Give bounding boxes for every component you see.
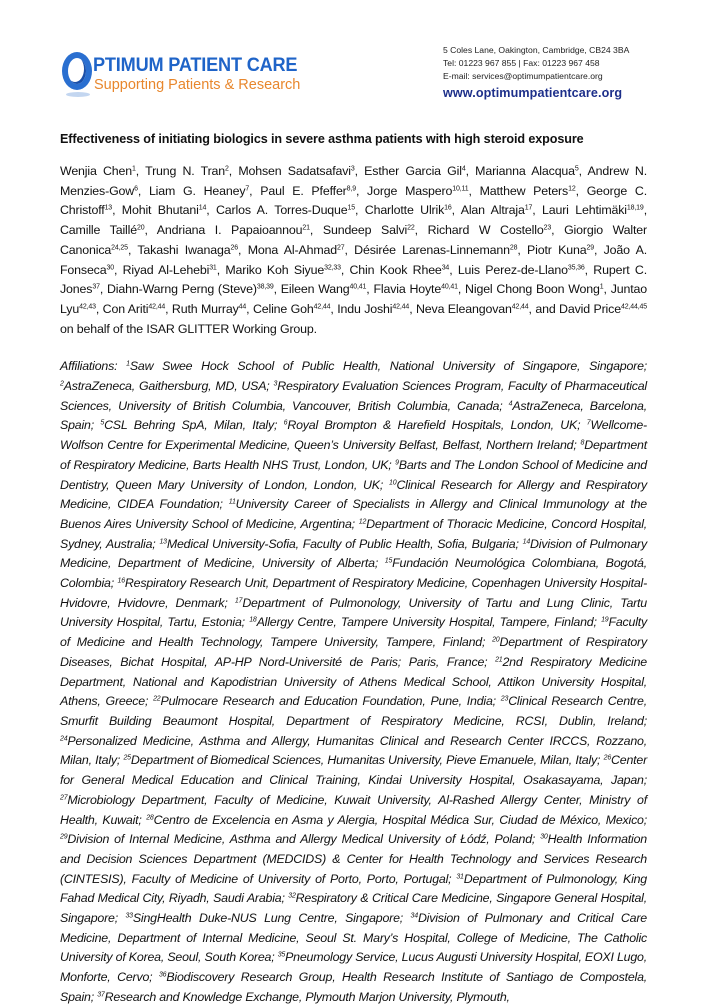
author-name: Mariko Koh Siyue: [225, 262, 325, 277]
author-name: João A. Fonseca: [60, 242, 648, 277]
author-name: George C. Christoff: [60, 183, 648, 218]
author-name: Piotr Kuna: [527, 242, 587, 257]
document-title: Effectiveness of initiating biologics in severe asthma patients with high steroid exposure: [60, 132, 584, 146]
author-affiliation-ref: 29: [586, 244, 594, 252]
affiliation-text: Clinical Research Centre, Smurfit Building Beaumont Hospital, Department of Respiratory Medicine, RCSI, Dublin, Ireland;: [60, 694, 647, 728]
author-name: Esther Garcia Gil: [364, 164, 462, 178]
author-affiliation-ref: 42,44: [313, 303, 331, 311]
author-name: Paul E. Pfeffer: [260, 183, 347, 198]
author-affiliation-ref: 23: [543, 224, 552, 232]
contact-website-link[interactable]: www.optimumpatientcare.org: [443, 85, 623, 100]
author-affiliation-ref: 38,39: [256, 283, 274, 291]
affiliation-item: [100, 418, 277, 432]
author-name: Matthew Peters: [479, 183, 569, 198]
affiliation-text: Department of Thoracic Medicine, Concord Hospital, Sydney, Australia;: [60, 516, 647, 551]
affiliation-item: [60, 379, 270, 393]
author-affiliation-ref: 42,43: [79, 303, 96, 311]
author-affiliation-ref: 24,25: [111, 244, 128, 252]
affiliation-text: Allergy Centre, Tampere University Hospital, Tampere, Finland;: [256, 615, 597, 630]
affiliation-text: Center for General Medical Education and Clinical Training, Kindai University Hospital, Osakasayama, Japan;: [60, 753, 648, 788]
author-name: Diahn-Warng Perng (Steve): [107, 282, 257, 297]
affiliation-number: 18: [249, 616, 257, 624]
author-affiliation-ref: 15: [347, 204, 356, 212]
author-affiliation-ref: 3: [350, 165, 355, 173]
affiliation-number: 11: [228, 498, 236, 506]
author-affiliation-ref: 16: [444, 204, 452, 212]
author-name: Neva Eleangovan: [415, 301, 512, 316]
affiliation-text: 2nd Respiratory Medicine Department, National and Kapodistrian University of Athens Medical School, Attikon University Hospital, Athens, Greece;: [60, 654, 647, 709]
author-name: Mohsen Sadatsafavi: [238, 164, 351, 178]
affiliation-number: 30: [540, 833, 548, 841]
affiliation-text: Microbiology Department, Faculty of Medicine, Kuwait University, Al-Rashed Allergy Center, Ministry of Health, Kuwait;: [60, 792, 647, 827]
contact-address: 5 Coles Lane, Oakington, Cambridge, CB24 3BA: [443, 45, 630, 55]
author-affiliation-ref: 20: [137, 224, 145, 232]
author-affiliation-ref: 12: [568, 185, 576, 193]
affiliation-number: 5: [100, 419, 105, 427]
affiliation-text: Department of Respiratory Medicine, Barts Health NHS Trust, London, UK;: [60, 438, 647, 472]
affiliation-text: Health Information and Decision Sciences Department (MEDCIDS) & Center for Health Technology and Services Research (CINTESIS), Faculty of Medicine of University of Porto, Porto, Portugal;: [60, 832, 647, 886]
affiliation-text: Personalized Medicine, Asthma and Allergy, Humanitas Clinical and Research Center IRCCS, Rozzano, Milan, Italy;: [60, 733, 647, 768]
author-affiliation-ref: 27: [337, 244, 345, 252]
affiliation-text: Pneumology Service, Lucus Augusti University Hospital, EOXI Lugo, Monforte, Cervo;: [60, 950, 647, 985]
author-affiliation-ref: 8,9: [346, 185, 356, 193]
author-affiliation-ref: 35,36: [567, 264, 585, 272]
author-name: Mona Al-Ahmad: [247, 242, 337, 257]
author-affiliation-ref: 37: [92, 283, 100, 291]
affiliation-number: 34: [410, 912, 418, 920]
affiliation-text: Research and Knowledge Exchange, Plymouth Marjon University, Plymouth,: [104, 989, 510, 1004]
author-name: Luis Perez-de-Llano: [457, 262, 568, 277]
affiliations-list: [60, 357, 647, 1007]
affiliation-text: Faculty of Medicine and Health Technology, Tampere University, Tampere, Finland;: [60, 615, 647, 650]
author-affiliation-ref: 42,44: [148, 303, 166, 311]
affiliation-number: 3: [273, 380, 278, 388]
author-affiliation-ref: 17: [524, 204, 533, 212]
affiliation-text: Division of Pulmonary and Critical Care Medicine, Department of Internal Medicine, Seoul St. Mary’s Hospital, College of Medicine, The Catholic University of Korea, Seoul, South Korea;: [60, 911, 647, 965]
author-name: Carlos A. Torres-Duque: [216, 203, 348, 218]
affiliation-number: 24: [60, 735, 68, 743]
logo-reflection: [66, 92, 90, 97]
author-name: Trung N. Tran: [145, 164, 226, 178]
affiliation-text: Respiratory Research Unit, Department of Respiratory Medicine, Copenhagen University Hospital-Hvidovre, Hvidovre, Denmark;: [60, 576, 647, 610]
affiliation-text: Barts and The London School of Medicine and Dentistry, Queen Mary University of London, London, UK;: [60, 457, 647, 492]
author-name: David Price: [559, 301, 621, 316]
affiliation-item: [60, 832, 535, 846]
affiliation-number: 17: [234, 597, 243, 605]
company-logo: [60, 50, 300, 102]
author-name: Camille Taillé: [60, 223, 138, 238]
author-affiliation-ref: 18,19: [626, 204, 644, 212]
affiliation-text: Royal Brompton & Harefield Hospitals, London, UK;: [287, 418, 581, 433]
author-name: Celine Goh: [252, 301, 314, 316]
author-affiliation-ref: 42,44: [392, 303, 410, 311]
ring-o-icon: [62, 52, 92, 90]
contact-phone-fax: Tel: 01223 967 855 | Fax: 01223 967 458: [443, 58, 600, 69]
author-affiliation-ref: 26: [230, 244, 239, 252]
affiliation-item: [284, 418, 581, 432]
author-name: Mohit Bhutani: [121, 203, 199, 218]
affiliation-number: 2: [60, 380, 64, 388]
affiliation-number: 13: [159, 538, 167, 546]
affiliation-text: Department of Respiratory Diseases, Bichat Hospital, AP-HP Nord-Université de Paris; Paris, France;: [60, 635, 647, 669]
affiliation-number: 15: [384, 557, 393, 565]
author-affiliation-ref: 30: [106, 264, 114, 272]
affiliation-number: 33: [125, 912, 133, 920]
author-name: Wenjia Chen: [60, 164, 133, 178]
affiliation-number: 16: [117, 577, 125, 585]
affiliation-number: 1: [126, 360, 130, 368]
author-affiliation-ref: 40,41: [441, 283, 458, 291]
author-name: Nigel Chong Boon Wong: [465, 282, 600, 297]
affiliations-label: Affiliations:: [60, 359, 118, 374]
affiliation-text: Wellcome-Wolfson Centre for Experimental Medicine, Queen’s University Belfast, Belfast, Northern Ireland;: [60, 418, 647, 453]
author-name: Chin Kook Rhee: [349, 262, 442, 277]
author-affiliation-ref: 21: [302, 224, 310, 232]
affiliation-number: 36: [158, 971, 167, 979]
logo-company-name: PTIMUM PATIENT CARE: [93, 54, 298, 76]
affiliation-item: [97, 990, 510, 1004]
affiliation-text: Department of Pulmonology, University of Tartu and Lung Clinic, Tartu University Hospital, Tartu, Estonia;: [60, 595, 647, 630]
author-affiliation-ref: 10,11: [452, 185, 469, 193]
affiliation-text: AstraZeneca, Barcelona, Spain;: [60, 398, 647, 433]
affiliation-number: 23: [500, 695, 509, 703]
author-list: Wenjia Chen$^1$, Trung N. Tran$^2$, Mohsen Sadatsafavi$^3$, Esther Garcia Gil$^4$, Marianna Alacqua$^5$, Andrew N. Menzies-Gow$^6$, Liam G. Heaney$^7$, Paul E. Pfeffer$^{8,9}$, Jorge Maspero$^{10,11}$, Matthew Peters$^{12}$, George C. Christoff$^{13}$, Mohit Bhutani$^{14}$, Carlos A. Torres-Duque$^{15}$, Charlotte Ulrik$^{16}$, Alan Altraja$^{17}$, Lauri Lehtimäki$^{18,19}$, Camille Taillé$^{20}$, Andriana I. Papaioannou$^{21}$, Sundeep Salvi$^{22}$, Richard W Costello$^{23}$, Giorgio Walter Canonica$^{24,25}$, Takashi Iwanaga$^{26}$, Mona Al-Ahmad$^{27}$, Désirée Larenas-Linnemann$^{28}$, Piotr Kuna$^{29}$, João A. Fonseca$^{30}$, Riyad Al-Lehebi$^{31}$, Mariko Koh Siyue$^{32,33}$, Chin Kook Rhee$^{34}$, Luis Perez-de-Llano$^{35,36}$, Rupert C. Jones$^{37}$, Diahn-Warng Perng (Steve)$^{38,39}$, Eileen Wang$^{40,41}$, Flavia Hoyte$^{40,41}$, Nigel Chong Boon Wong$^1$, Juntao Lyu$^{42,43}$, Con Ariti$^{42,44}$, Ruth Murray$^{44}$, Celine Goh$^{42,44}$, Indu Joshi$^{42,44}$, Neva Eleangovan$^{42,44}$, and David Price$^{42,44,45}$ on behalf of the ISAR GLITTER Working Group.: [60, 164, 648, 336]
author-affiliation-ref: 42,44,45: [620, 303, 648, 311]
author-affiliation-ref: 7: [245, 185, 250, 193]
affiliation-text: CSL Behring SpA, Milan, Italy;: [104, 418, 278, 433]
affiliation-number: 29: [60, 833, 68, 841]
affiliation-number: 10: [389, 479, 397, 487]
author-affiliation-ref: 5: [574, 165, 579, 173]
author-name: Ruth Murray: [171, 301, 239, 316]
author-name: Rupert C. Jones: [60, 262, 647, 297]
affiliation-text: SingHealth Duke-NUS Lung Centre, Singapore;: [132, 911, 404, 926]
author-name: Lauri Lehtimäki: [541, 203, 627, 218]
author-affiliation-ref: 14: [198, 204, 207, 212]
affiliation-number: 9: [395, 459, 399, 467]
affiliation-text: Medical University-Sofia, Faculty of Public Health, Sofia, Bulgaria;: [166, 536, 519, 551]
affiliation-item: [146, 813, 647, 827]
author-name: Andriana I. Papaioannou: [156, 223, 303, 238]
affiliation-number: 6: [283, 419, 288, 427]
affiliation-number: 14: [522, 538, 531, 546]
affiliation-text: AstraZeneca, Gaithersburg, MD, USA;: [63, 379, 270, 394]
author-affiliation-ref: 4: [461, 165, 466, 173]
affiliation-number: 32: [288, 892, 296, 900]
affiliation-item: [123, 753, 600, 767]
affiliation-text: Department of Pulmonology, King Fahad Medical City, Riyadh, Saudi Arabia;: [60, 871, 647, 906]
affiliation-number: 27: [60, 794, 68, 802]
affiliation-number: 28: [146, 814, 154, 821]
affiliation-item: [126, 359, 647, 373]
affiliation-item: [159, 537, 518, 551]
affiliation-text: Department of Biomedical Sciences, Humanitas University, Pieve Emanuele, Milan, Italy;: [130, 753, 601, 768]
affiliation-number: 19: [601, 616, 609, 624]
author-name: Riyad Al-Lehebi: [122, 262, 210, 277]
author-name: Alan Altraja: [460, 203, 525, 218]
affiliation-number: 25: [123, 754, 131, 762]
author-name: Marianna Alacqua: [475, 164, 575, 178]
author-affiliation-ref: 13: [104, 204, 113, 212]
author-affiliation-ref: 31: [209, 264, 217, 272]
author-affiliation-ref: 2: [225, 165, 229, 173]
affiliation-text: Division of Pulmonary Medicine, Department of Medicine, University of Alberta;: [60, 536, 647, 571]
contact-email[interactable]: E-mail: services@optimumpatientcare.org: [443, 71, 603, 82]
affiliation-text: Saw Swee Hock School of Public Health, National University of Singapore, Singapore;: [129, 359, 648, 374]
affiliation-item: [125, 911, 403, 925]
author-affiliation-ref: 6: [134, 185, 138, 193]
author-name: Liam G. Heaney: [148, 183, 246, 198]
author-affiliation-ref: 34: [441, 264, 450, 272]
affiliation-item: [153, 694, 496, 708]
affiliation-text: Biodiscovery Research Group, Health Research Institute of Santiago de Compostela, Spain;: [60, 970, 647, 1004]
affiliation-number: 22: [153, 695, 161, 703]
author-name: Eileen Wang: [280, 282, 350, 297]
affiliation-text: Clinical Research for Allergy and Respiratory Medicine, CIDEA Foundation;: [60, 477, 648, 512]
author-name: Giorgio Walter Canonica: [60, 223, 648, 257]
author-name: Désirée Larenas-Linnemann: [354, 242, 510, 257]
author-name: Indu Joshi: [337, 301, 393, 316]
affiliation-text: Centro de Excelencia en Asma y Alergia, Hospital Médica Sur, Ciudad de México, Mexico;: [153, 812, 647, 827]
affiliation-number: 7: [586, 419, 591, 427]
affiliation-number: 8: [580, 439, 585, 447]
author-affiliation-ref: 22: [407, 224, 415, 232]
author-affiliation-ref: 1: [599, 283, 604, 291]
author-name: Con Ariti: [102, 301, 149, 316]
author-name: Juntao Lyu: [60, 282, 648, 316]
affiliation-number: 26: [603, 754, 612, 762]
affiliation-number: 35: [277, 951, 286, 959]
affiliation-number: 37: [97, 991, 105, 999]
author-affiliation-ref: 44: [238, 303, 247, 311]
author-affiliation-ref: 1: [132, 165, 136, 173]
author-affiliation-ref: 42,44: [511, 303, 529, 311]
author-name: Flavia Hoyte: [373, 282, 442, 297]
affiliation-number: 20: [492, 636, 500, 644]
affiliation-item: [249, 615, 597, 629]
affiliation-number: 12: [358, 518, 367, 526]
affiliation-text: Respiratory Evaluation Sciences Program, Faculty of Pharmaceutical Sciences, University of British Columbia, Vancouver, British Columbia, Canada;: [60, 379, 647, 413]
affiliation-number: 4: [508, 400, 513, 408]
affiliation-number: 31: [456, 873, 464, 881]
author-affiliation-ref: 32,33: [324, 264, 341, 272]
logo-tagline: Supporting Patients & Research: [94, 77, 301, 93]
affiliation-text: Division of Internal Medicine, Asthma and Allergy Medical University of Łódź, Poland;: [67, 832, 536, 847]
affiliation-text: Fundación Neumológica Colombiana, Bogotá, Colombia;: [60, 556, 647, 591]
working-group-note: on behalf of the ISAR GLITTER Working Group.: [60, 321, 317, 336]
affiliation-text: Pulmocare Research and Education Foundation, Pune, India;: [160, 694, 496, 709]
affiliation-text: University Career of Specialists in Allergy and Clinical Immunology at the Buenos Aires University School of Medicine, Argentina;: [60, 497, 647, 531]
author-affiliation-ref: 28: [509, 244, 518, 252]
author-name: Takashi Iwanaga: [137, 242, 231, 257]
author-name: Charlotte Ulrik: [364, 203, 445, 218]
author-name: Richard W Costello: [427, 223, 544, 238]
author-name: Sundeep Salvi: [322, 223, 408, 238]
author-affiliation-ref: 40,41: [349, 283, 367, 291]
contact-block: [443, 44, 629, 101]
document-body: [60, 132, 647, 1008]
author-name: Jorge Maspero: [367, 183, 453, 198]
affiliation-number: 21: [495, 656, 503, 664]
letterhead: [0, 0, 707, 110]
author-name: Andrew N. Menzies-Gow: [60, 164, 647, 198]
affiliation-text: Respiratory & Critical Care Medicine, Singapore General Hospital, Singapore;: [60, 891, 647, 926]
